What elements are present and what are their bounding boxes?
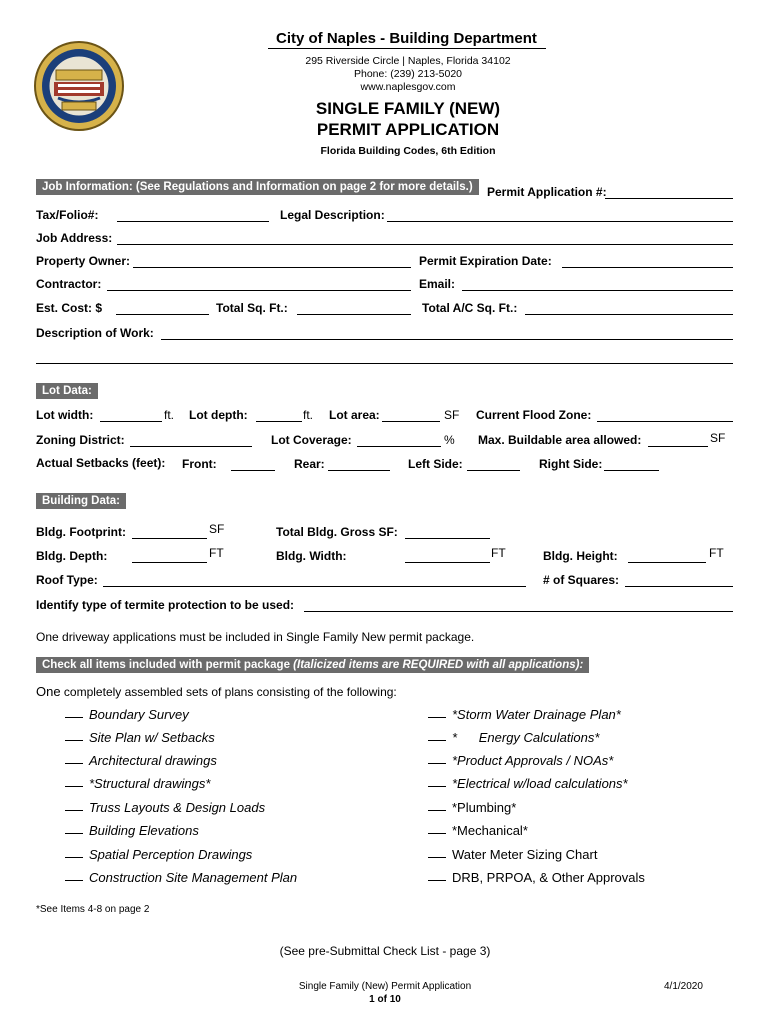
checkbox-blank[interactable] [65,740,83,741]
lot-depth-field[interactable] [256,421,302,422]
height-label: Bldg. Height: [543,549,618,563]
checklist-item-label: Site Plan w/ Setbacks [89,730,215,745]
checklist-item-label: *Structural drawings* [89,776,211,791]
presubmittal-note: (See pre-Submittal Check List - page 3) [279,944,491,958]
footprint-field[interactable] [132,538,207,539]
roof-type-label: Roof Type: [36,573,98,587]
driveway-note: One driveway applications must be included in Single Family New permit package. [36,630,475,644]
desc-work-field-2[interactable] [36,363,733,364]
checklist-item-architectural[interactable] [65,753,217,768]
rear-field[interactable] [328,470,390,471]
building-data-section-bar: Building Data: [36,493,126,509]
checklist-item-label: Construction Site Management Plan [89,870,298,885]
total-sqft-label: Total Sq. Ft.: [216,301,288,315]
checklist-item-label: Boundary Survey [89,707,189,722]
checklist-item-structural[interactable] [65,776,210,791]
checklist-footnote: *See Items 4-8 on page 2 [36,904,150,915]
tax-folio-label: Tax/Folio#: [36,208,99,222]
plans-intro [36,684,397,699]
title-rule [268,48,546,49]
property-owner-label: Property Owner: [36,254,131,268]
right-side-label: Right Side: [539,457,603,471]
checklist-section-bar [36,657,589,673]
flood-zone-label: Current Flood Zone: [476,408,592,422]
checklist-item-label: Architectural drawings [89,753,217,768]
gross-sf-label: Total Bldg. Gross SF: [276,525,398,539]
checkbox-blank[interactable] [428,740,446,741]
job-address-label: Job Address: [36,231,113,245]
checkbox-blank[interactable] [65,880,83,881]
lot-width-unit: ft. [164,408,175,422]
job-address-field[interactable] [117,244,733,245]
rear-label: Rear: [294,457,325,471]
footer-form-name: Single Family (New) Permit Application [298,981,472,992]
checklist-item-site-plan[interactable] [65,730,215,745]
width-unit: FT [491,546,506,560]
permit-app-field[interactable] [605,198,733,199]
depth-field[interactable] [132,562,207,563]
footer-date: 4/1/2020 [664,981,703,992]
left-side-field[interactable] [467,470,520,471]
plans-intro-rest: completely assembled sets of plans consisting of the following: [63,685,397,699]
checkbox-blank[interactable] [428,833,446,834]
width-label: Bldg. Width: [276,549,347,563]
checkbox-blank[interactable] [65,763,83,764]
checklist-item-label: DRB, PRPOA, & Other Approvals [452,870,645,885]
checklist-item-drb-approvals[interactable] [428,870,645,885]
squares-field[interactable] [625,586,733,587]
legal-desc-field[interactable] [387,221,733,222]
checklist-item-truss[interactable] [65,800,265,815]
lot-area-label: Lot area: [329,408,380,422]
contractor-field[interactable] [107,290,411,291]
checklist-item-product-approvals[interactable] [428,753,613,768]
checklist-item-label: * Energy Calculations* [452,730,600,745]
email-label: Email: [419,277,456,291]
form-title-line1: SINGLE FAMILY (NEW) [315,99,501,118]
checklist-item-boundary-survey[interactable] [65,707,189,722]
termite-label: Identify type of termite protection to be used: [36,598,295,612]
total-sqft-field[interactable] [297,314,411,315]
footer-page-number: 1 of 10 [369,994,401,1005]
lot-depth-label: Lot depth: [189,408,248,422]
checklist-item-electrical[interactable] [428,776,628,791]
height-field[interactable] [628,562,706,563]
tax-folio-field[interactable] [117,221,269,222]
form-title-line2: PERMIT APPLICATION [316,120,500,139]
max-build-unit: SF [710,431,726,445]
checklist-item-label: *Storm Water Drainage Plan* [452,707,621,722]
zoning-label: Zoning District: [36,433,125,447]
phone: Phone: (239) 213-5020 [354,68,462,80]
checkbox-blank[interactable] [428,786,446,787]
gross-sf-field[interactable] [405,538,490,539]
checkbox-blank[interactable] [65,717,83,718]
width-field[interactable] [405,562,490,563]
checklist-item-storm-water[interactable] [428,707,621,722]
org-title: City of Naples - Building Department [276,30,537,47]
lot-area-unit: SF [444,408,460,422]
lot-width-field[interactable] [100,421,162,422]
job-info-section-bar: Job Information: (See Regulations and Information on page 2 for more details.) [36,179,479,195]
plans-intro-word: One [36,684,61,699]
max-build-field[interactable] [648,446,708,447]
front-label: Front: [182,457,217,471]
checklist-item-label: *Electrical w/load calculations* [452,776,628,791]
zoning-field[interactable] [130,446,252,447]
footprint-unit: SF [209,522,225,536]
checklist-item-label: *Plumbing* [452,800,517,815]
city-seal-logo [34,40,124,132]
checklist-item-spatial[interactable] [65,847,252,862]
property-owner-field[interactable] [133,267,411,268]
est-cost-label: Est. Cost: $ [36,301,103,315]
lot-area-field[interactable] [382,421,440,422]
checklist-item-label: Spatial Perception Drawings [89,847,253,862]
left-side-label: Left Side: [408,457,463,471]
checklist-item-mechanical[interactable] [428,823,528,838]
front-field[interactable] [231,470,275,471]
checkbox-blank[interactable] [65,833,83,834]
checklist-item-label: Building Elevations [89,823,199,838]
lot-width-label: Lot width: [36,408,94,422]
roof-type-field[interactable] [103,586,526,587]
checkbox-blank[interactable] [428,880,446,881]
total-ac-label: Total A/C Sq. Ft.: [422,301,518,315]
checklist-item-label: *Mechanical* [452,823,528,838]
checkbox-blank[interactable] [428,717,446,718]
checklist-item-label: Water Meter Sizing Chart [452,847,598,862]
permit-app-label: Permit Application #: [487,185,607,199]
squares-label: # of Squares: [543,573,620,587]
height-unit: FT [709,546,724,560]
depth-unit: FT [209,546,224,560]
lot-depth-unit: ft. [303,408,314,422]
email-field[interactable] [462,290,733,291]
checklist-item-label: *Product Approvals / NOAs* [452,753,614,768]
lot-coverage-field[interactable] [357,446,441,447]
max-build-label: Max. Buildable area allowed: [478,433,642,447]
website: www.naplesgov.com [360,81,456,93]
flood-zone-field[interactable] [597,421,733,422]
checklist-item-label: Truss Layouts & Design Loads [89,800,266,815]
setbacks-label: Actual Setbacks (feet): [36,456,166,470]
permit-exp-field[interactable] [562,267,733,268]
checklist-item-water-meter[interactable] [428,847,597,862]
desc-work-label: Description of Work: [36,326,154,340]
checklist-item-site-management[interactable] [65,870,297,885]
lot-data-section-bar: Lot Data: [36,383,98,399]
total-ac-field[interactable] [525,314,733,315]
lot-coverage-unit: % [444,433,455,447]
depth-label: Bldg. Depth: [36,549,108,563]
building-codes: Florida Building Codes, 6th Edition [320,145,496,157]
checkbox-blank[interactable] [65,786,83,787]
address: 295 Riverside Circle | Naples, Florida 34102 [305,55,511,67]
legal-desc-label: Legal Description: [280,208,385,222]
termite-field[interactable] [304,611,733,612]
checklist-bar-italic: (Italicized items are REQUIRED with all applications): [293,659,584,671]
checkbox-blank[interactable] [65,857,83,858]
footprint-label: Bldg. Footprint: [36,525,126,539]
checkbox-blank[interactable] [65,810,83,811]
permit-exp-label: Permit Expiration Date: [419,254,552,268]
checkbox-blank[interactable] [428,763,446,764]
checkbox-blank[interactable] [428,810,446,811]
right-side-field[interactable] [604,470,659,471]
checklist-item-plumbing[interactable] [428,800,516,815]
checklist-item-elevations[interactable] [65,823,199,838]
lot-coverage-label: Lot Coverage: [271,433,352,447]
desc-work-field-1[interactable] [161,339,733,340]
checkbox-blank[interactable] [428,857,446,858]
contractor-label: Contractor: [36,277,102,291]
checklist-bar-text: Check all items included with permit package [42,659,290,671]
checklist-item-energy[interactable] [428,730,599,745]
est-cost-field[interactable] [116,314,209,315]
